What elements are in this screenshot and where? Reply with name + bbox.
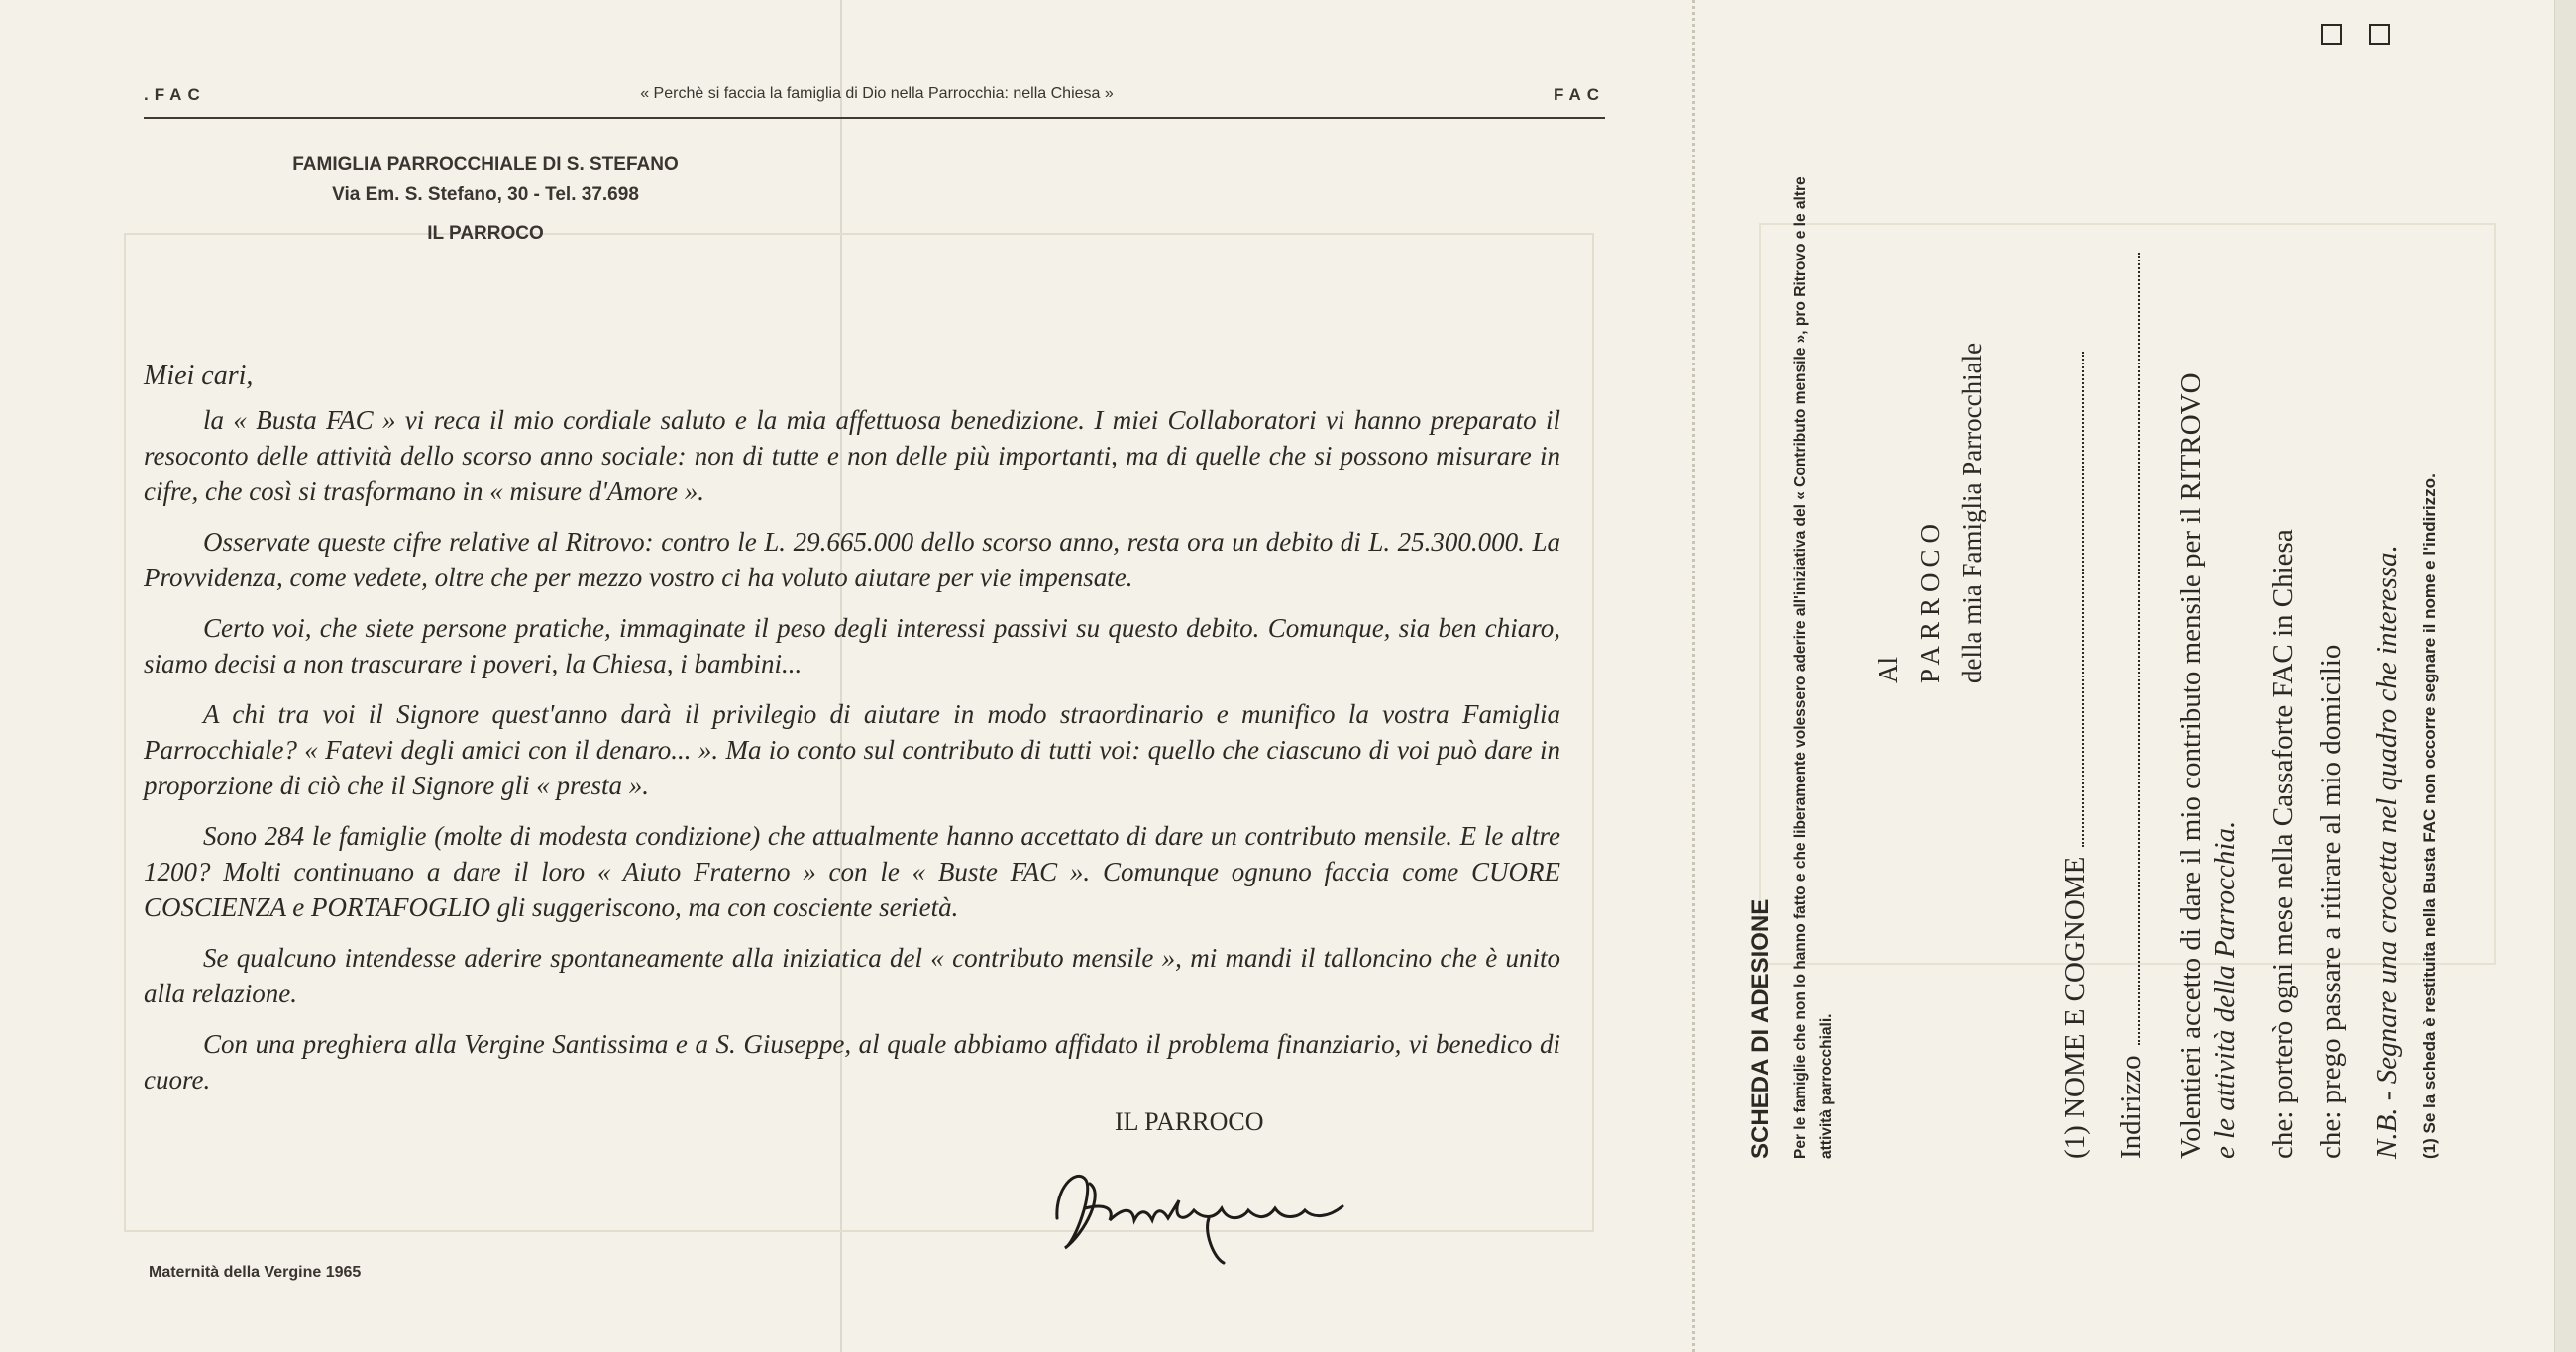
name-field-row: [2059, 352, 2092, 1159]
pledge-line: e le attività della Parrocchia.: [2209, 820, 2241, 1159]
letter-paragraph: Sono 284 le famiglie (molte di modesta condizione) che attualmente hanno accettato di dare un contributo mensile. E le altre 1200? Molti continuano a dare il loro « Aiuto Fraterno » con le « Buste FAC ». Comunque ognuno faccia come CUORE COSCIENZA e PORTAFOGLIO gli suggeriscono, ma con cosciente serietà.: [144, 821, 1560, 922]
membership-coupon: [1729, 0, 2472, 1179]
addressee-line: Al: [1874, 657, 1903, 683]
org-role: IL PARROCO: [427, 223, 544, 244]
addressee-line: della mia Famiglia Parrocchiale: [1957, 342, 1986, 683]
coupon-note: N.B. - Segnare una crocetta nel quadro che interessa.: [2371, 545, 2403, 1159]
name-label: (1) NOME E COGNOME: [2059, 856, 2091, 1159]
closing-signoff: IL PARROCO: [1115, 1107, 1264, 1136]
option-checkbox-domicilio[interactable]: [2369, 24, 2390, 45]
header-bar: [144, 85, 1605, 115]
perforation-line: [1692, 0, 1695, 1352]
address-field[interactable]: [2120, 253, 2140, 1045]
coupon-title: SCHEDA DI ADESIONE: [1747, 898, 1773, 1159]
letter-paragraph: la « Busta FAC » vi reca il mio cordiale saluto e la mia affettuosa benedizione. I miei Collaboratori vi hanno preparato il resoconto delle attività dello scorso anno sociale: non di tutte e non delle più importanti, ma di quelle che si possono misurare in cifre, che così si trasformano in « misure d'Amore ».: [144, 405, 1560, 506]
pledge-line: Volentieri accetto di dare il mio contributo mensile per il RITROVO: [2175, 372, 2206, 1159]
page-edge: [2554, 0, 2576, 1352]
name-field[interactable]: [2064, 352, 2084, 847]
org-address: Via Em. S. Stefano, 30 - Tel. 37.698: [332, 184, 639, 205]
handwritten-signature: [1045, 1149, 1352, 1268]
letter-paragraph: Se qualcuno intendesse aderire spontaneamente alla iniziatica del « contributo mensile », mi mandi il talloncino che è unito alla relazione.: [144, 943, 1560, 1008]
letter-footer: Maternità della Vergine 1965: [149, 1264, 362, 1281]
header-left: .FAC: [144, 85, 206, 104]
coupon-addressee: [1868, 343, 1992, 683]
letter-paragraph: Con una preghiera alla Vergine Santissima e a S. Giuseppe, al quale abbiamo affidato il problema finanziario, vi benedico di cuore.: [144, 1029, 1560, 1094]
option-cassaforte: che: porterò ogni mese nella Cassaforte FAC in Chiesa: [2267, 529, 2299, 1159]
addressee-line: PARROCO: [1915, 517, 1945, 683]
header-rule: [144, 117, 1605, 119]
org-name: FAMIGLIA PARROCCHIALE DI S. STEFANO: [292, 155, 679, 175]
header-right: FAC: [1554, 85, 1605, 104]
letter-paragraph: Certo voi, che siete persone pratiche, immaginate il peso degli interessi passivi su questo debito. Comunque, sia ben chiaro, siamo decisi a non trascurare i poveri, la Chiesa, i bambini...: [144, 613, 1560, 678]
letter-greeting: Miei cari,: [144, 361, 254, 391]
coupon-footnote: (1) Se la scheda è restituita nella Busta FAC non occorre segnare il nome e l'indirizzo.: [2420, 473, 2439, 1159]
letter-body: [144, 359, 1560, 1112]
option-domicilio: che: prego passare a ritirare al mio domicilio: [2315, 644, 2347, 1159]
letter-paragraph: A chi tra voi il Signore quest'anno darà il privilegio di aiutare in modo straordinario e munifico la vostra Famiglia Parrocchiale? « Fatevi degli amici con il denaro... ». Ma io conto sul contributo di tutti voi: quello che ciascuno di voi può dare in proporzione di ciò che il Signore gli « presta ».: [144, 699, 1560, 800]
letter-paragraph: Osservate queste cifre relative al Ritrovo: contro le L. 29.665.000 dello scorso anno, resta ora un debito di L. 25.300.000. La Provvidenza, come vedete, oltre che per mezzo vostro ci ha voluto aiutare per vie impensate.: [144, 527, 1560, 592]
coupon-intro: Per le famiglie che non lo hanno fatto e che liberamente volessero aderire all'iniziativa del « Contributo mensile », pro Ritrovo e le altre attività parrocchiali.: [1792, 176, 1835, 1159]
option-checkbox-cassaforte[interactable]: [2321, 24, 2342, 45]
address-field-row: [2115, 253, 2148, 1159]
address-label: Indirizzo: [2115, 1055, 2147, 1159]
header-motto: « Perchè si faccia la famiglia di Dio nella Parrocchia: nella Chiesa »: [640, 85, 1114, 102]
